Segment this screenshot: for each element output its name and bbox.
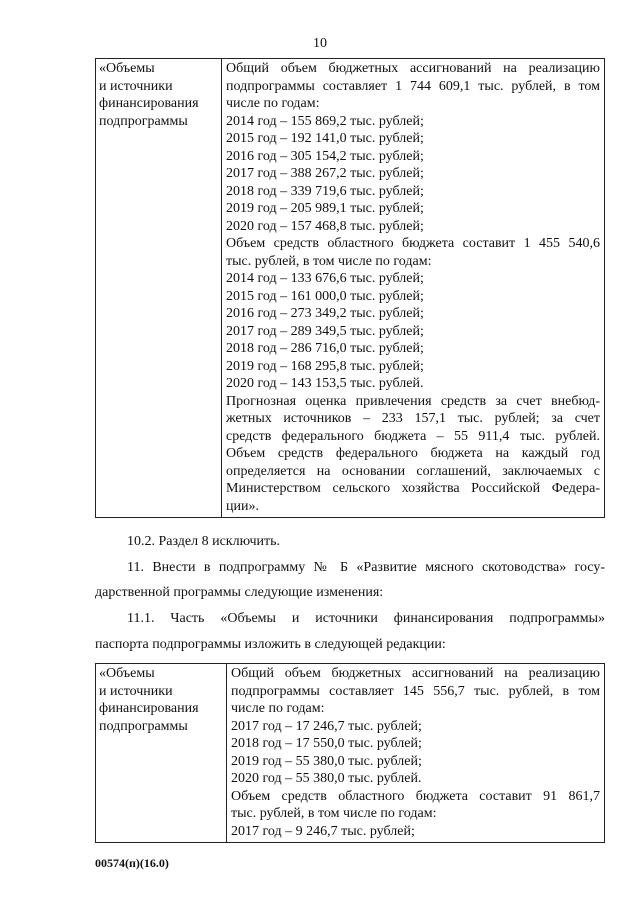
table1-year-line: 2015 год – 192 141,0 тыс. рублей; <box>226 131 424 146</box>
table2-year-line: 2017 год – 9 246,7 тыс. рублей; <box>231 823 415 839</box>
table1-text-line: числе по годам: <box>226 96 320 111</box>
table1-year-line: 2020 год – 143 153,5 тыс. рублей. <box>226 376 424 391</box>
table1-year-line: 2016 год – 305 154,2 тыс. рублей; <box>226 148 424 164</box>
table2-year-line: 2017 год – 17 246,7 тыс. рублей; <box>231 718 422 734</box>
table1-text-line: тыс. рублей, в том числе по годам: <box>226 253 432 269</box>
paragraph-11-1-line1: 11.1. Часть «Объемы и источники финансирования подпрограммы» <box>127 611 605 626</box>
table1-text-line: Министерством сельского хозяйства Российской Федера- <box>226 481 600 496</box>
table1-year-line: 2014 год – 133 676,6 тыс. рублей; <box>226 271 424 286</box>
table1-year-line: 2016 год – 273 349,2 тыс. рублей; <box>226 306 424 321</box>
table1-label-line: финансирования <box>99 96 199 111</box>
table2-year-line: 2020 год – 55 380,0 тыс. рублей. <box>231 771 422 786</box>
table2-label-line: финансирования <box>99 701 199 716</box>
table1-year-line: 2014 год – 155 869,2 тыс. рублей; <box>226 113 424 129</box>
table1-year-line: 2017 год – 289 349,5 тыс. рублей; <box>226 323 424 339</box>
table1-label-line: и источники <box>99 78 173 94</box>
table2-text-line: Общий объем бюджетных ассигнований на реализацию <box>231 666 600 681</box>
table2-content-cell <box>227 664 605 843</box>
table1-year-line: 2020 год – 157 468,8 тыс. рублей; <box>226 218 424 234</box>
table1-year-line: 2018 год – 286 716,0 тыс. рублей; <box>226 341 424 356</box>
table2-text-line: Объем средств областного бюджета составит 91 861,7 <box>231 788 600 804</box>
table1-text-line: Объем средств областного бюджета составит 1 455 540,6 <box>226 236 600 251</box>
paragraph-11-line2: дарственной программы следующие изменения: <box>95 585 384 600</box>
table2-text-line: числе по годам: <box>231 701 325 716</box>
table1-content-cell <box>222 59 605 518</box>
table1-text-line: ции». <box>226 498 259 514</box>
table1-text-line: жетных источников – 233 157,1 тыс. рублей; за счет <box>226 411 600 426</box>
table1-label-line: «Объемы <box>99 61 155 76</box>
table1-text-line: средств федерального бюджета – 55 911,4 тыс. рублей. <box>226 428 600 444</box>
table2-text-line: подпрограммы составляет 145 556,7 тыс. рублей, в том <box>231 683 600 699</box>
page-number: 10 <box>313 36 327 51</box>
table2-label-line: и источники <box>99 683 173 699</box>
funding-table-2 <box>95 663 605 843</box>
table1-label-line: подпрограммы <box>99 113 188 129</box>
table2-year-line: 2018 год – 17 550,0 тыс. рублей; <box>231 736 422 751</box>
table1-year-line: 2017 год – 388 267,2 тыс. рублей; <box>226 166 424 181</box>
table1-text-line: определяется на основании соглашений, заключаемых с <box>226 463 600 479</box>
table1-text-line: подпрограммы составляет 1 744 609,1 тыс. рублей, в том <box>226 78 600 94</box>
table2-label-line: подпрограммы <box>99 718 188 734</box>
document-code: 00574(п)(16.0) <box>95 856 169 870</box>
table1-year-line: 2019 год – 168 295,8 тыс. рублей; <box>226 358 424 374</box>
table2-label-cell <box>96 664 227 843</box>
paragraph-11-line1: 11. Внести в подпрограмму № Б «Развитие мясного скотоводства» госу- <box>127 560 605 575</box>
table2-text-line: тыс. рублей, в том числе по годам: <box>231 806 437 821</box>
table1-year-line: 2019 год – 205 989,1 тыс. рублей; <box>226 201 424 216</box>
table1-year-line: 2018 год – 339 719,6 тыс. рублей; <box>226 183 424 199</box>
table2-label-line: «Объемы <box>99 666 155 681</box>
table1-year-line: 2015 год – 161 000,0 тыс. рублей; <box>226 288 424 304</box>
paragraph-10-2: 10.2. Раздел 8 исключить. <box>127 534 281 549</box>
paragraph-11-1-line2: паспорта подпрограммы изложить в следующей редакции: <box>95 637 446 652</box>
table1-label-cell <box>96 59 222 518</box>
table1-text-line: Прогнозная оценка привлечения средств за счет внебюд- <box>226 393 600 409</box>
funding-table-1 <box>95 58 605 518</box>
table1-text-line: Объем средств федерального бюджета на каждый год <box>226 446 600 461</box>
table2-year-line: 2019 год – 55 380,0 тыс. рублей; <box>231 753 422 769</box>
table1-text-line: Общий объем бюджетных ассигнований на реализацию <box>226 61 600 76</box>
